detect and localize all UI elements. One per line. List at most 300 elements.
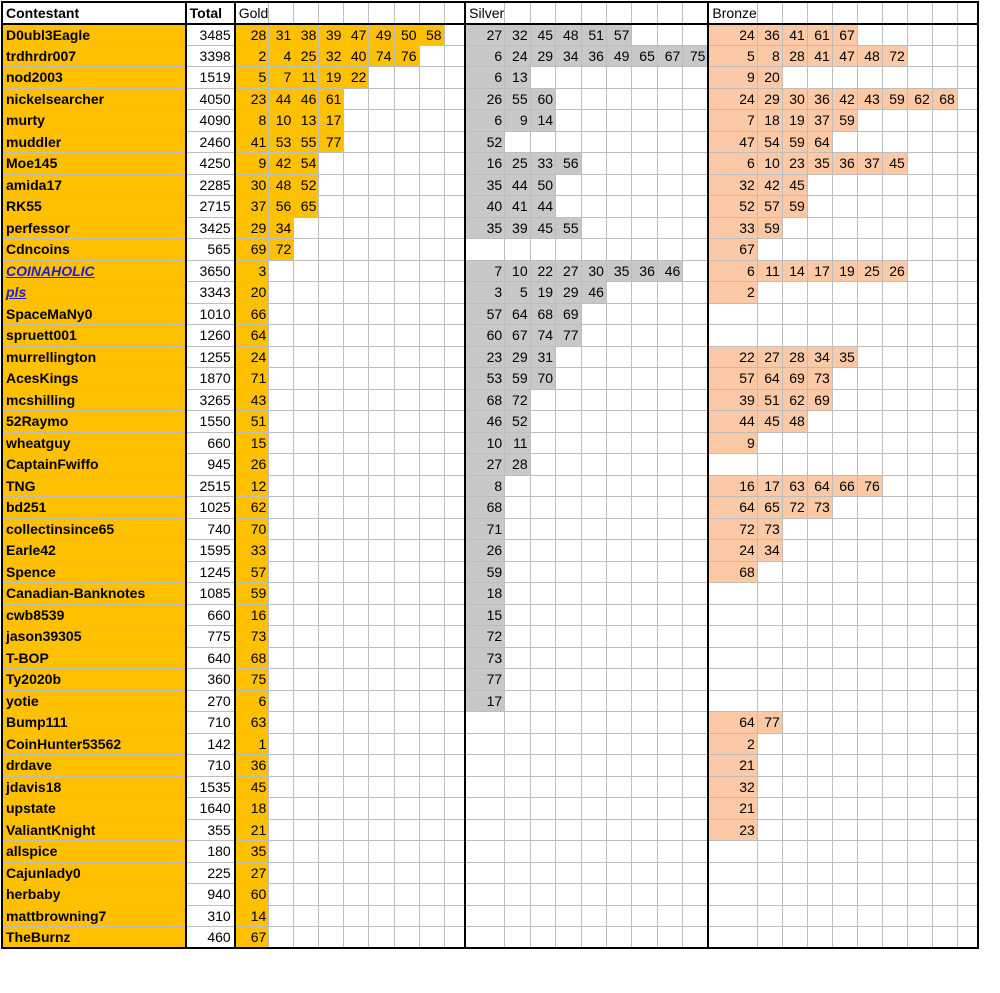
contestant-name: murty [2,110,186,132]
empty-cell [530,239,555,261]
empty-cell [444,819,465,841]
table-row [2,712,999,734]
silver-medal-cell: 71 [465,518,505,540]
bronze-medal-cell: 17 [757,475,782,497]
gold-medal-cell: 59 [235,583,269,605]
gold-medal-cell: 29 [235,217,269,239]
empty-cell [394,239,419,261]
contestant-name: upstate [2,798,186,820]
empty-cell [394,497,419,519]
empty-cell [757,884,782,906]
empty-cell [606,647,631,669]
empty-cell [344,282,369,304]
empty-cell [932,583,957,605]
gold-medal-cell: 1 [235,733,269,755]
silver-medal-cell: 39 [505,217,530,239]
empty-cell [344,669,369,691]
empty-cell [632,690,657,712]
empty-cell [932,540,957,562]
empty-cell [394,690,419,712]
bronze-medal-cell: 65 [757,497,782,519]
gold-medal-cell: 27 [235,862,269,884]
silver-medal-cell: 57 [606,24,631,46]
contestant-name[interactable]: COINAHOLIC [2,260,186,282]
empty-cell [807,174,832,196]
empty-cell [319,733,344,755]
gold-medal-cell: 9 [235,153,269,175]
empty-cell [857,368,882,390]
bronze-medal-cell: 59 [782,196,807,218]
contestant-name: ValiantKnight [2,819,186,841]
empty-cell [294,518,319,540]
bronze-medal-cell: 54 [757,131,782,153]
empty-cell [606,690,631,712]
empty-cell [294,712,319,734]
empty-cell [932,239,957,261]
empty-cell [683,389,709,411]
empty-cell [419,604,444,626]
empty-cell [294,626,319,648]
empty-cell [465,712,505,734]
empty-cell [394,174,419,196]
total-cell: 1640 [186,798,235,820]
empty-cell [683,669,709,691]
empty-cell [657,497,682,519]
empty-cell [581,583,606,605]
contestant-name: SpaceMaNy0 [2,303,186,325]
empty-cell [369,346,394,368]
empty-cell [657,196,682,218]
empty-cell [606,905,631,927]
empty-cell [419,755,444,777]
empty-cell [581,862,606,884]
empty-cell [957,411,978,433]
empty-cell [708,669,757,691]
empty-cell [832,862,857,884]
empty-cell [857,647,882,669]
empty-cell [581,497,606,519]
empty-cell [832,669,857,691]
gold-medal-cell: 64 [235,325,269,347]
bronze-medal-cell: 67 [708,239,757,261]
empty-cell [683,604,709,626]
empty-cell [708,927,757,949]
bronze-medal-cell: 36 [832,153,857,175]
empty-cell [606,239,631,261]
gold-medal-cell: 47 [344,24,369,46]
empty-cell [530,604,555,626]
contestant-name: jdavis18 [2,776,186,798]
contestant-name: TheBurnz [2,927,186,949]
empty-cell [556,475,581,497]
empty-cell [683,411,709,433]
silver-medal-cell: 36 [581,45,606,67]
table-row [2,389,999,411]
bronze-medal-cell: 25 [857,260,882,282]
gold-medal-cell: 13 [294,110,319,132]
empty-cell [782,755,807,777]
empty-cell [657,24,682,46]
empty-cell [344,196,369,218]
empty-cell [857,196,882,218]
bronze-medal-cell: 66 [832,475,857,497]
empty-cell [882,626,907,648]
empty-cell [505,239,530,261]
empty-cell [657,88,682,110]
empty-cell [606,325,631,347]
total-cell: 3425 [186,217,235,239]
empty-cell [581,153,606,175]
contestant-name: allspice [2,841,186,863]
empty-cell [932,454,957,476]
empty-cell [632,88,657,110]
silver-medal-cell: 36 [632,260,657,282]
empty-cell [632,454,657,476]
bronze-medal-cell: 2 [708,733,757,755]
empty-cell [505,669,530,691]
empty-cell [556,432,581,454]
empty-cell [807,776,832,798]
empty-cell [932,325,957,347]
empty-cell [957,282,978,304]
silver-medal-cell: 27 [556,260,581,282]
empty-cell [907,110,932,132]
bronze-medal-cell: 51 [757,389,782,411]
empty-cell [857,389,882,411]
empty-cell [419,260,444,282]
empty-cell [882,755,907,777]
empty-cell [683,518,709,540]
empty-cell [606,561,631,583]
empty-cell [419,733,444,755]
empty-cell [344,153,369,175]
empty-cell [857,497,882,519]
bronze-medal-cell: 44 [708,411,757,433]
total-cell: 1260 [186,325,235,347]
bronze-medal-cell: 36 [807,88,832,110]
empty-cell [269,497,294,519]
empty-cell [369,755,394,777]
table-row [2,540,999,562]
empty-cell [319,518,344,540]
empty-cell [394,905,419,927]
empty-cell [369,798,394,820]
empty-cell [419,669,444,691]
empty-cell [319,282,344,304]
empty-cell [632,239,657,261]
empty-cell [757,626,782,648]
empty-cell [581,776,606,798]
empty-cell [882,798,907,820]
empty-cell [369,647,394,669]
contestant-name[interactable]: pls [2,282,186,304]
empty-cell [394,626,419,648]
empty-cell [832,604,857,626]
gold-medal-cell: 24 [235,346,269,368]
empty-cell [294,303,319,325]
empty-cell [505,475,530,497]
empty-cell [369,217,394,239]
total-cell: 1550 [186,411,235,433]
gold-medal-cell: 51 [235,411,269,433]
empty-cell [957,626,978,648]
empty-cell [556,110,581,132]
empty-cell [465,755,505,777]
empty-cell [683,647,709,669]
total-cell: 1010 [186,303,235,325]
empty-cell [957,239,978,261]
empty-cell [907,626,932,648]
gold-medal-cell: 58 [419,24,444,46]
empty-cell [530,733,555,755]
empty-cell [530,518,555,540]
empty-cell [957,88,978,110]
table-row [2,841,999,863]
empty-cell [369,669,394,691]
empty-cell [807,325,832,347]
total-cell: 660 [186,432,235,454]
empty-cell [606,131,631,153]
empty-cell [907,604,932,626]
gold-medal-cell: 69 [235,239,269,261]
empty-cell [807,561,832,583]
empty-cell [832,561,857,583]
total-cell: 945 [186,454,235,476]
empty-cell [957,454,978,476]
contestant-name: herbaby [2,884,186,906]
gold-medal-cell: 15 [235,432,269,454]
bronze-medal-cell: 24 [708,540,757,562]
bronze-medal-cell: 69 [807,389,832,411]
empty-cell [294,497,319,519]
empty-cell [832,540,857,562]
empty-cell [782,518,807,540]
empty-cell [319,776,344,798]
bronze-medal-cell: 22 [708,346,757,368]
total-cell: 1255 [186,346,235,368]
empty-cell [683,325,709,347]
empty-cell [581,798,606,820]
empty-cell [932,110,957,132]
empty-cell [957,540,978,562]
silver-medal-cell: 32 [505,24,530,46]
empty-cell [294,884,319,906]
empty-cell [606,475,631,497]
bronze-medal-cell: 24 [708,24,757,46]
gold-medal-cell: 19 [319,67,344,89]
empty-cell [632,346,657,368]
contestant-name: Moe145 [2,153,186,175]
empty-cell [419,647,444,669]
total-cell: 1085 [186,583,235,605]
empty-cell [857,927,882,949]
silver-medal-cell: 67 [505,325,530,347]
empty-cell [632,131,657,153]
empty-cell [369,432,394,454]
empty-cell [683,583,709,605]
empty-cell [344,626,369,648]
empty-cell [444,540,465,562]
silver-header: Silver [465,2,505,24]
empty-cell [465,927,505,949]
empty-cell [907,841,932,863]
empty-cell [782,67,807,89]
empty-cell [505,583,530,605]
empty-cell [832,389,857,411]
contestant-name: jason39305 [2,626,186,648]
empty-cell [606,604,631,626]
empty-cell [581,884,606,906]
empty-cell [581,690,606,712]
empty-cell [505,604,530,626]
empty-cell [932,884,957,906]
gold-medal-cell: 61 [319,88,344,110]
silver-medal-cell: 44 [530,196,555,218]
empty-cell [932,174,957,196]
empty-cell [957,110,978,132]
bronze-medal-cell: 35 [832,346,857,368]
empty-cell [419,346,444,368]
silver-medal-cell: 35 [465,174,505,196]
empty-cell [932,153,957,175]
empty-cell [882,927,907,949]
total-cell: 2285 [186,174,235,196]
empty-cell [832,454,857,476]
empty-cell [857,282,882,304]
bronze-medal-cell: 47 [708,131,757,153]
empty-cell [344,325,369,347]
empty-cell [606,217,631,239]
empty-cell [444,862,465,884]
silver-medal-cell: 17 [465,690,505,712]
table-row [2,690,999,712]
empty-cell [465,776,505,798]
empty-cell [708,583,757,605]
empty-cell [344,346,369,368]
empty-cell [657,389,682,411]
silver-medal-cell: 60 [465,325,505,347]
bronze-medal-cell: 34 [757,540,782,562]
empty-cell [344,690,369,712]
total-cell: 1535 [186,776,235,798]
empty-cell [530,389,555,411]
empty-cell [932,819,957,841]
table-row [2,260,999,282]
empty-cell [882,819,907,841]
bronze-medal-cell: 73 [807,368,832,390]
gold-medal-cell: 55 [294,131,319,153]
empty-cell [419,239,444,261]
gold-medal-cell: 70 [235,518,269,540]
gold-medal-cell: 10 [269,110,294,132]
empty-cell [757,583,782,605]
empty-cell [444,647,465,669]
empty-cell [419,475,444,497]
contestant-name: nod2003 [2,67,186,89]
empty-cell [444,260,465,282]
empty-cell [530,432,555,454]
empty-cell [419,884,444,906]
empty-cell [657,303,682,325]
silver-medal-cell: 34 [556,45,581,67]
empty-cell [957,905,978,927]
gold-medal-cell: 46 [294,88,319,110]
empty-cell [907,540,932,562]
empty-cell [319,884,344,906]
gold-medal-cell: 35 [235,841,269,863]
empty-cell [419,217,444,239]
bronze-medal-cell: 21 [708,798,757,820]
table-row [2,626,999,648]
empty-cell [907,669,932,691]
total-cell: 3650 [186,260,235,282]
silver-medal-cell: 5 [505,282,530,304]
empty-cell [344,927,369,949]
gold-medal-cell: 26 [235,454,269,476]
bronze-medal-cell: 52 [708,196,757,218]
empty-cell [832,583,857,605]
empty-cell [606,669,631,691]
total-cell: 270 [186,690,235,712]
empty-cell [556,239,581,261]
empty-cell [419,583,444,605]
empty-cell [957,217,978,239]
empty-cell [269,540,294,562]
empty-cell [657,733,682,755]
empty-cell [344,174,369,196]
empty-cell [444,110,465,132]
empty-cell [369,368,394,390]
empty-cell [807,282,832,304]
empty-cell [581,325,606,347]
empty-cell [957,733,978,755]
empty-cell [932,196,957,218]
empty-cell [606,540,631,562]
empty-cell [782,604,807,626]
empty-cell [782,432,807,454]
empty-cell [294,432,319,454]
empty-cell [344,776,369,798]
empty-cell [419,389,444,411]
empty-cell [882,884,907,906]
bronze-medal-cell: 64 [708,712,757,734]
empty-cell [832,690,857,712]
total-cell: 1595 [186,540,235,562]
empty-cell [419,303,444,325]
empty-cell [419,131,444,153]
total-cell: 640 [186,647,235,669]
bronze-medal-cell: 76 [857,475,882,497]
empty-cell [657,561,682,583]
empty-cell [657,518,682,540]
total-cell: 3485 [186,24,235,46]
empty-cell [957,67,978,89]
empty-cell [556,647,581,669]
empty-cell [394,432,419,454]
empty-cell [957,690,978,712]
empty-cell [419,862,444,884]
empty-cell [319,411,344,433]
gold-medal-cell: 33 [235,540,269,562]
bronze-medal-cell: 28 [782,346,807,368]
gold-medal-cell: 16 [235,604,269,626]
empty-cell [444,303,465,325]
empty-cell [632,497,657,519]
gold-medal-cell: 57 [235,561,269,583]
gold-medal-cell: 50 [394,24,419,46]
empty-cell [394,540,419,562]
empty-cell [556,389,581,411]
